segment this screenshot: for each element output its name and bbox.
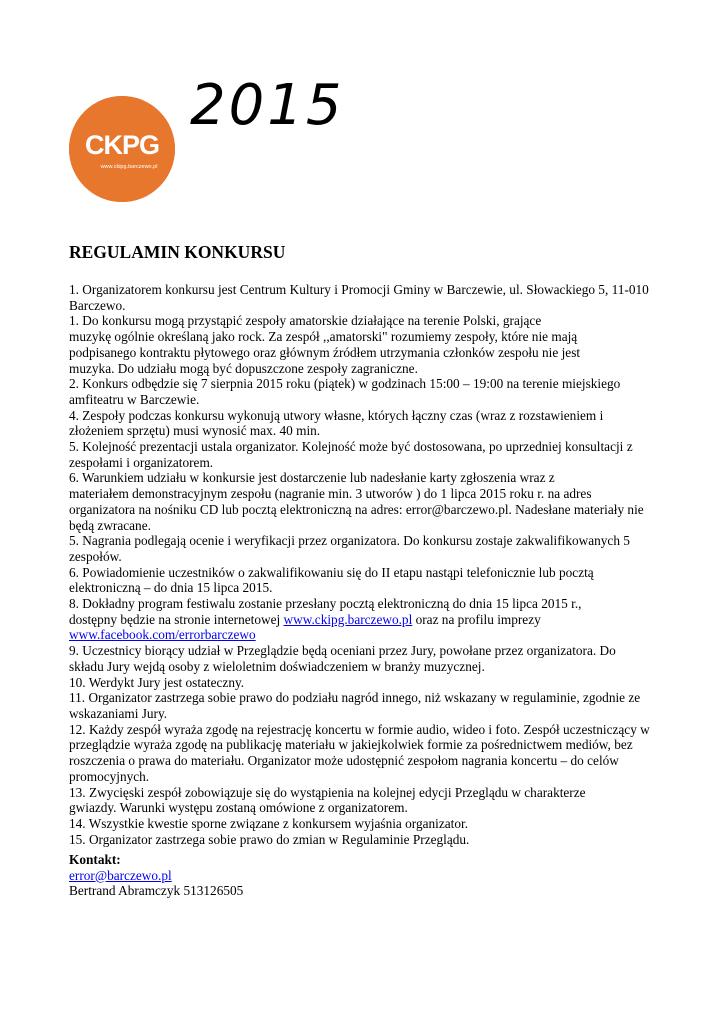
contact-section	[69, 852, 243, 899]
body-line: zespołami i organizatorem.	[69, 454, 214, 470]
body-line: zespołów.	[69, 548, 122, 564]
body-line	[69, 627, 659, 643]
body-line: 13. Zwycięski zespół zobowiązuje się do wystąpienia na kolejnej edycji Przeglądu w charakterze	[69, 784, 586, 800]
body-link[interactable]: www.ckipg.barczewo.pl	[283, 611, 413, 627]
body-line: 11. Organizator zastrzega sobie prawo do podziału nagród innego, niż wskazany w regulaminie, zgodnie ze	[69, 690, 641, 706]
body-line: złożeniem sprzętu) musi wynosić max. 40 min.	[69, 423, 321, 439]
contact-email-link[interactable]: error@barczewo.pl	[69, 867, 172, 883]
logo-text: CKPG	[84, 130, 160, 160]
body-line: wskazaniami Jury.	[69, 705, 168, 721]
body-line: promocyjnych.	[69, 768, 150, 784]
year-heading: 2015	[190, 73, 345, 138]
body-line: amfiteatru w Barczewie.	[69, 391, 200, 407]
contact-label: Kontakt:	[69, 852, 121, 867]
body-line: 14. Wszystkie kwestie sporne związane z konkursem wyjaśnia organizator.	[69, 815, 469, 831]
body-line: podpisanego kontraktu płytowego oraz głównym źródłem utrzymania członków zespołu nie jest	[69, 344, 581, 360]
body-line: 1. Do konkursu mogą przystąpić zespoły amatorskie działające na terenie Polski, grające	[69, 313, 542, 329]
body-line: organizatora na nośniku CD lub pocztą elektroniczną na adres: error@barczewo.pl. Nadesłane materiały nie	[69, 501, 644, 517]
body-line: muzykę ogólnie określaną jako rock. Za zespół ,,amatorski" rozumiemy zespoły, które nie mają	[69, 329, 578, 345]
body-line: 2. Konkurs odbędzie się 7 sierpnia 2015 roku (piątek) w godzinach 15:00 – 19:00 na terenie miejskiego	[69, 376, 621, 392]
body-line: 5. Kolejność prezentacji ustala organizator. Kolejność może być dostosowana, po uprzedniej konsultacji z	[69, 439, 633, 455]
ckpg-logo	[69, 96, 175, 202]
logo-url-text: www.ckipg.barczewo.pl	[100, 164, 158, 170]
body-line: 8. Dokładny program festiwalu zostanie przesłany pocztą elektroniczną do dnia 15 lipca 2015 r.,	[69, 596, 582, 612]
body-line	[69, 612, 659, 628]
body-line: roszczenia o prawa do materiału. Organizator może udostępnić zespołom nagrania koncertu – do celów	[69, 753, 619, 769]
body-link[interactable]: www.facebook.com/errorbarczewo	[69, 627, 256, 643]
body-line: będą zwracane.	[69, 517, 151, 533]
ckpg-logo-graphic	[69, 96, 175, 202]
body-line: gwiazdy. Warunki występu zostaną omówione z organizatorem.	[69, 800, 408, 816]
body-line-text: dostępny będzie na stronie internetowej	[69, 611, 284, 627]
body-line: 1. Organizatorem konkursu jest Centrum Kultury i Promocji Gminy w Barczewie, ul. Słowackiego 5, 11-010	[69, 282, 649, 297]
body-line: 5. Nagrania podlegają ocenie i weryfikacji przez organizatora. Do konkursu zostaje zakwalifikowanych 5	[69, 533, 630, 549]
body-line: muzyka. Do udziału mogą być dopuszczone zespoły zagraniczne.	[69, 360, 418, 376]
body-line: składu Jury wejdą osoby z wieloletnim doświadczeniem w branży muzycznej.	[69, 658, 485, 674]
document-title: REGULAMIN KONKURSU	[69, 242, 286, 262]
body-line: 9. Uczestnicy biorący udział w Przeglądzie będą oceniani przez Jury, powołane przez organizatora. Do	[69, 643, 616, 659]
body-line: 12. Każdy zespół wyraża zgodę na rejestrację koncertu w formie audio, wideo i foto. Zespół uczestniczący w	[69, 721, 650, 737]
body-line: 15. Organizator zastrzega sobie prawo do zmian w Regulaminie Przeglądu.	[69, 831, 470, 847]
body-line: 6. Warunkiem udziału w konkursie jest dostarczenie lub nadesłanie karty zgłoszenia wraz z	[69, 470, 555, 486]
body-line: 10. Werdykt Jury jest ostateczny.	[69, 674, 245, 690]
body-line: Barczewo.	[69, 297, 126, 313]
regulations-body	[69, 282, 659, 847]
contact-person: Bertrand Abramczyk 513126505	[69, 883, 244, 899]
body-line: elektroniczną – do dnia 15 lipca 2015.	[69, 580, 273, 596]
body-line: przeglądzie wyraża zgodę na publikację materiału w jakiejkolwiek formie za pośrednictwem mediów, bez	[69, 737, 633, 753]
body-line: 6. Powiadomienie uczestników o zakwalifikowaniu się do II etapu nastąpi telefonicznie lub pocztą	[69, 564, 594, 580]
body-line: materiałem demonstracyjnym zespołu (nagranie min. 3 utworów ) do 1 lipca 2015 roku r. na adres	[69, 486, 592, 502]
body-line-text: oraz na profilu imprezy	[412, 611, 541, 627]
body-line: 4. Zespoły podczas konkursu wykonują utwory własne, których łączny czas (wraz z rozstawieniem i	[69, 407, 604, 423]
